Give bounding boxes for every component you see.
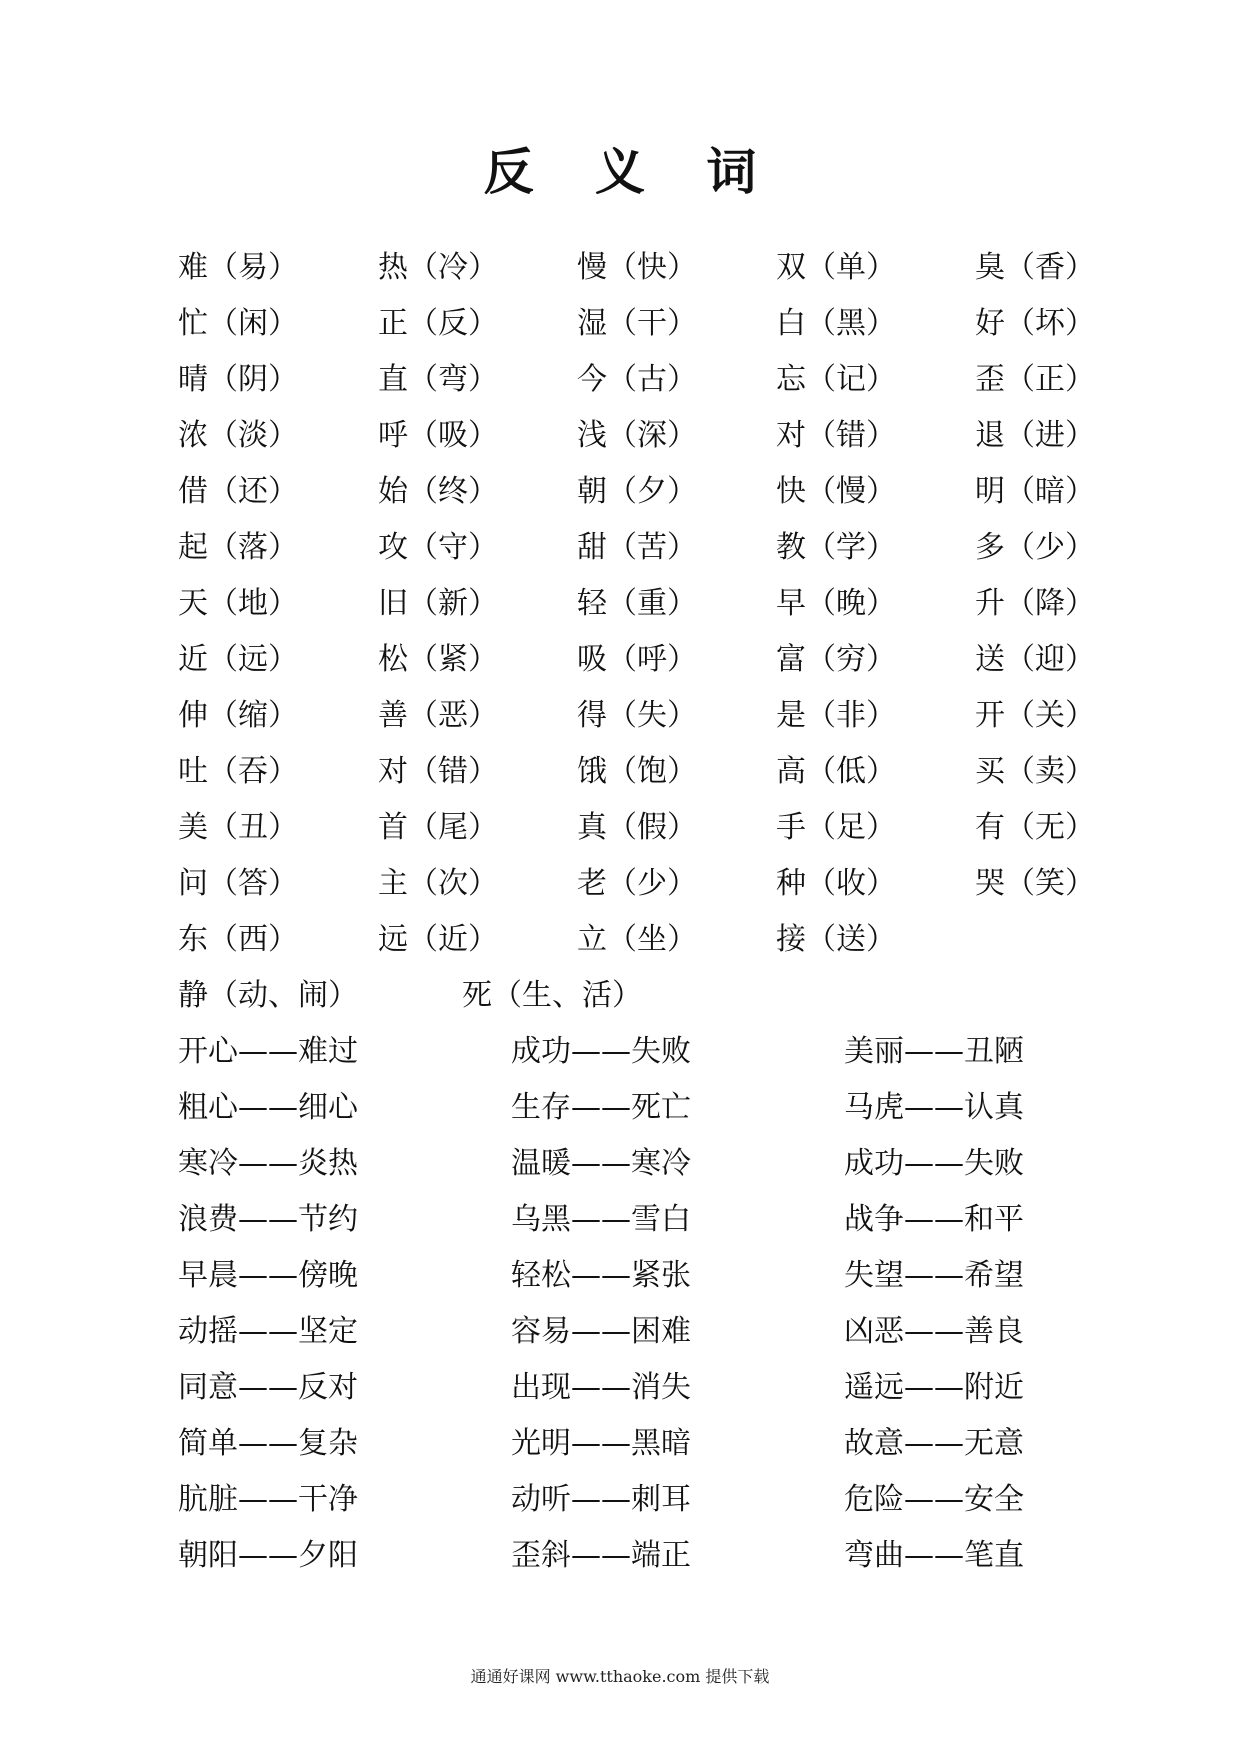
word-pair-row: [178, 1248, 1118, 1304]
antonym-pair: 忙（闲）: [178, 306, 298, 341]
antonym-pair: 正（反）: [378, 306, 498, 341]
antonym-pair: 高（低）: [776, 754, 896, 789]
word-pair: 故意——无意: [844, 1426, 1024, 1461]
word-pair: 战争——和平: [844, 1202, 1024, 1237]
word-pair: 乌黑——雪白: [511, 1202, 691, 1237]
word-pair: 成功——失败: [844, 1146, 1024, 1181]
word-pair: 出现——消失: [511, 1370, 691, 1405]
antonym-pair: 是（非）: [776, 698, 896, 733]
antonym-pair: 有（无）: [975, 810, 1095, 845]
antonym-row: [178, 576, 1118, 632]
antonym-pair: 起（落）: [178, 530, 298, 565]
antonym-pair: 忘（记）: [776, 362, 896, 397]
antonym-pair: 松（紧）: [378, 642, 498, 677]
word-pair: 遥远——附近: [844, 1370, 1024, 1405]
word-pair: 失望——希望: [844, 1258, 1024, 1293]
antonym-pair: 立（坐）: [577, 922, 697, 957]
antonym-pair: 热（冷）: [378, 250, 498, 285]
antonym-pair: 问（答）: [178, 866, 298, 901]
word-pair-row: [178, 1304, 1118, 1360]
antonym-row: [178, 912, 1118, 968]
antonym-pair: 借（还）: [178, 474, 298, 509]
antonym-pair: 今（古）: [577, 362, 697, 397]
antonym-row: [178, 296, 1118, 352]
footer-text: 通通好课网 www.tthaoke.com 提供下载: [470, 1667, 770, 1686]
antonym-pair: 快（慢）: [776, 474, 896, 509]
antonym-pair: 好（坏）: [975, 306, 1095, 341]
antonym-pair: 善（恶）: [378, 698, 498, 733]
antonym-pair: 老（少）: [577, 866, 697, 901]
antonym-pair: 首（尾）: [378, 810, 498, 845]
antonym-pair: 对（错）: [776, 418, 896, 453]
antonym-pair: 退（进）: [975, 418, 1095, 453]
antonym-pair: 开（关）: [975, 698, 1095, 733]
antonym-pair: 明（暗）: [975, 474, 1095, 509]
antonym-pair: 静（动、闹）: [178, 978, 358, 1013]
word-pair: 生存——死亡: [511, 1090, 691, 1125]
antonym-row: [178, 352, 1118, 408]
antonym-pair: 近（远）: [178, 642, 298, 677]
antonym-pair: 哭（笑）: [975, 866, 1095, 901]
antonym-pair: 手（足）: [776, 810, 896, 845]
antonym-pair: 朝（夕）: [577, 474, 697, 509]
antonym-pair: 伸（缩）: [178, 698, 298, 733]
antonym-row: [178, 856, 1118, 912]
antonym-pair: 买（卖）: [975, 754, 1095, 789]
word-pair: 简单——复杂: [178, 1426, 358, 1461]
multi-antonym-row: [178, 968, 1078, 1024]
word-pair-row: [178, 1360, 1118, 1416]
antonym-pair: 升（降）: [975, 586, 1095, 621]
antonym-pair: 真（假）: [577, 810, 697, 845]
antonym-pair: 教（学）: [776, 530, 896, 565]
word-pair: 开心——难过: [178, 1034, 358, 1069]
antonym-pair: 难（易）: [178, 250, 298, 285]
antonym-row: [178, 800, 1118, 856]
antonym-pair: 旧（新）: [378, 586, 498, 621]
word-pair: 凶恶——善良: [844, 1314, 1024, 1349]
word-pair: 容易——困难: [511, 1314, 691, 1349]
word-pair-row: [178, 1136, 1118, 1192]
antonym-pair: 晴（阴）: [178, 362, 298, 397]
word-antonym-grid: [178, 1024, 1118, 1584]
word-pair: 早晨——傍晚: [178, 1258, 358, 1293]
word-pair: 同意——反对: [178, 1370, 358, 1405]
antonym-pair: 湿（干）: [577, 306, 697, 341]
antonym-pair: 吸（呼）: [577, 642, 697, 677]
antonym-pair: 始（终）: [378, 474, 498, 509]
word-pair: 肮脏——干净: [178, 1482, 358, 1517]
word-pair-row: [178, 1080, 1118, 1136]
word-pair: 美丽——丑陋: [844, 1034, 1024, 1069]
antonym-pair: 得（失）: [577, 698, 697, 733]
word-pair: 温暖——寒冷: [511, 1146, 691, 1181]
antonym-pair: 主（次）: [378, 866, 498, 901]
antonym-pair: 种（收）: [776, 866, 896, 901]
antonym-pair: 早（晚）: [776, 586, 896, 621]
word-pair: 光明——黑暗: [511, 1426, 691, 1461]
antonym-row: [178, 632, 1118, 688]
antonym-pair: 死（生、活）: [462, 978, 642, 1013]
single-char-antonym-grid: [178, 240, 1118, 968]
antonym-pair: 吐（吞）: [178, 754, 298, 789]
antonym-pair: 东（西）: [178, 922, 298, 957]
antonym-pair: 远（近）: [378, 922, 498, 957]
word-pair: 成功——失败: [511, 1034, 691, 1069]
word-pair: 动摇——坚定: [178, 1314, 358, 1349]
page-title: 反 义 词: [483, 142, 779, 201]
antonym-pair: 轻（重）: [577, 586, 697, 621]
word-pair: 马虎——认真: [844, 1090, 1024, 1125]
antonym-pair: 臭（香）: [975, 250, 1095, 285]
antonym-pair: 浓（淡）: [178, 418, 298, 453]
word-pair-row: [178, 1416, 1118, 1472]
word-pair: 轻松——紧张: [511, 1258, 691, 1293]
word-pair: 歪斜——端正: [511, 1538, 691, 1573]
antonym-pair: 富（穷）: [776, 642, 896, 677]
antonym-pair: 饿（饱）: [577, 754, 697, 789]
antonym-pair: 甜（苦）: [577, 530, 697, 565]
antonym-row: [178, 240, 1118, 296]
word-pair: 朝阳——夕阳: [178, 1538, 358, 1573]
word-pair: 危险——安全: [844, 1482, 1024, 1517]
word-pair: 粗心——细心: [178, 1090, 358, 1125]
antonym-pair: 接（送）: [776, 922, 896, 957]
antonym-pair: 歪（正）: [975, 362, 1095, 397]
word-pair-row: [178, 1528, 1118, 1584]
antonym-row: [178, 408, 1118, 464]
antonym-row: [178, 688, 1118, 744]
antonym-pair: 天（地）: [178, 586, 298, 621]
word-pair-row: [178, 1024, 1118, 1080]
antonym-row: [178, 520, 1118, 576]
antonym-pair: 白（黑）: [776, 306, 896, 341]
word-pair-row: [178, 1192, 1118, 1248]
word-pair: 浪费——节约: [178, 1202, 358, 1237]
word-pair-row: [178, 1472, 1118, 1528]
antonym-pair: 呼（吸）: [378, 418, 498, 453]
word-pair: 寒冷——炎热: [178, 1146, 358, 1181]
antonym-pair: 对（错）: [378, 754, 498, 789]
antonym-pair: 送（迎）: [975, 642, 1095, 677]
antonym-pair: 攻（守）: [378, 530, 498, 565]
antonym-pair: 浅（深）: [577, 418, 697, 453]
word-pair: 弯曲——笔直: [844, 1538, 1024, 1573]
antonym-pair: 慢（快）: [577, 250, 697, 285]
antonym-row: [178, 744, 1118, 800]
antonym-pair: 直（弯）: [378, 362, 498, 397]
antonym-pair: 多（少）: [975, 530, 1095, 565]
word-pair: 动听——刺耳: [511, 1482, 691, 1517]
antonym-row: [178, 464, 1118, 520]
antonym-pair: 双（单）: [776, 250, 896, 285]
antonym-pair: 美（丑）: [178, 810, 298, 845]
